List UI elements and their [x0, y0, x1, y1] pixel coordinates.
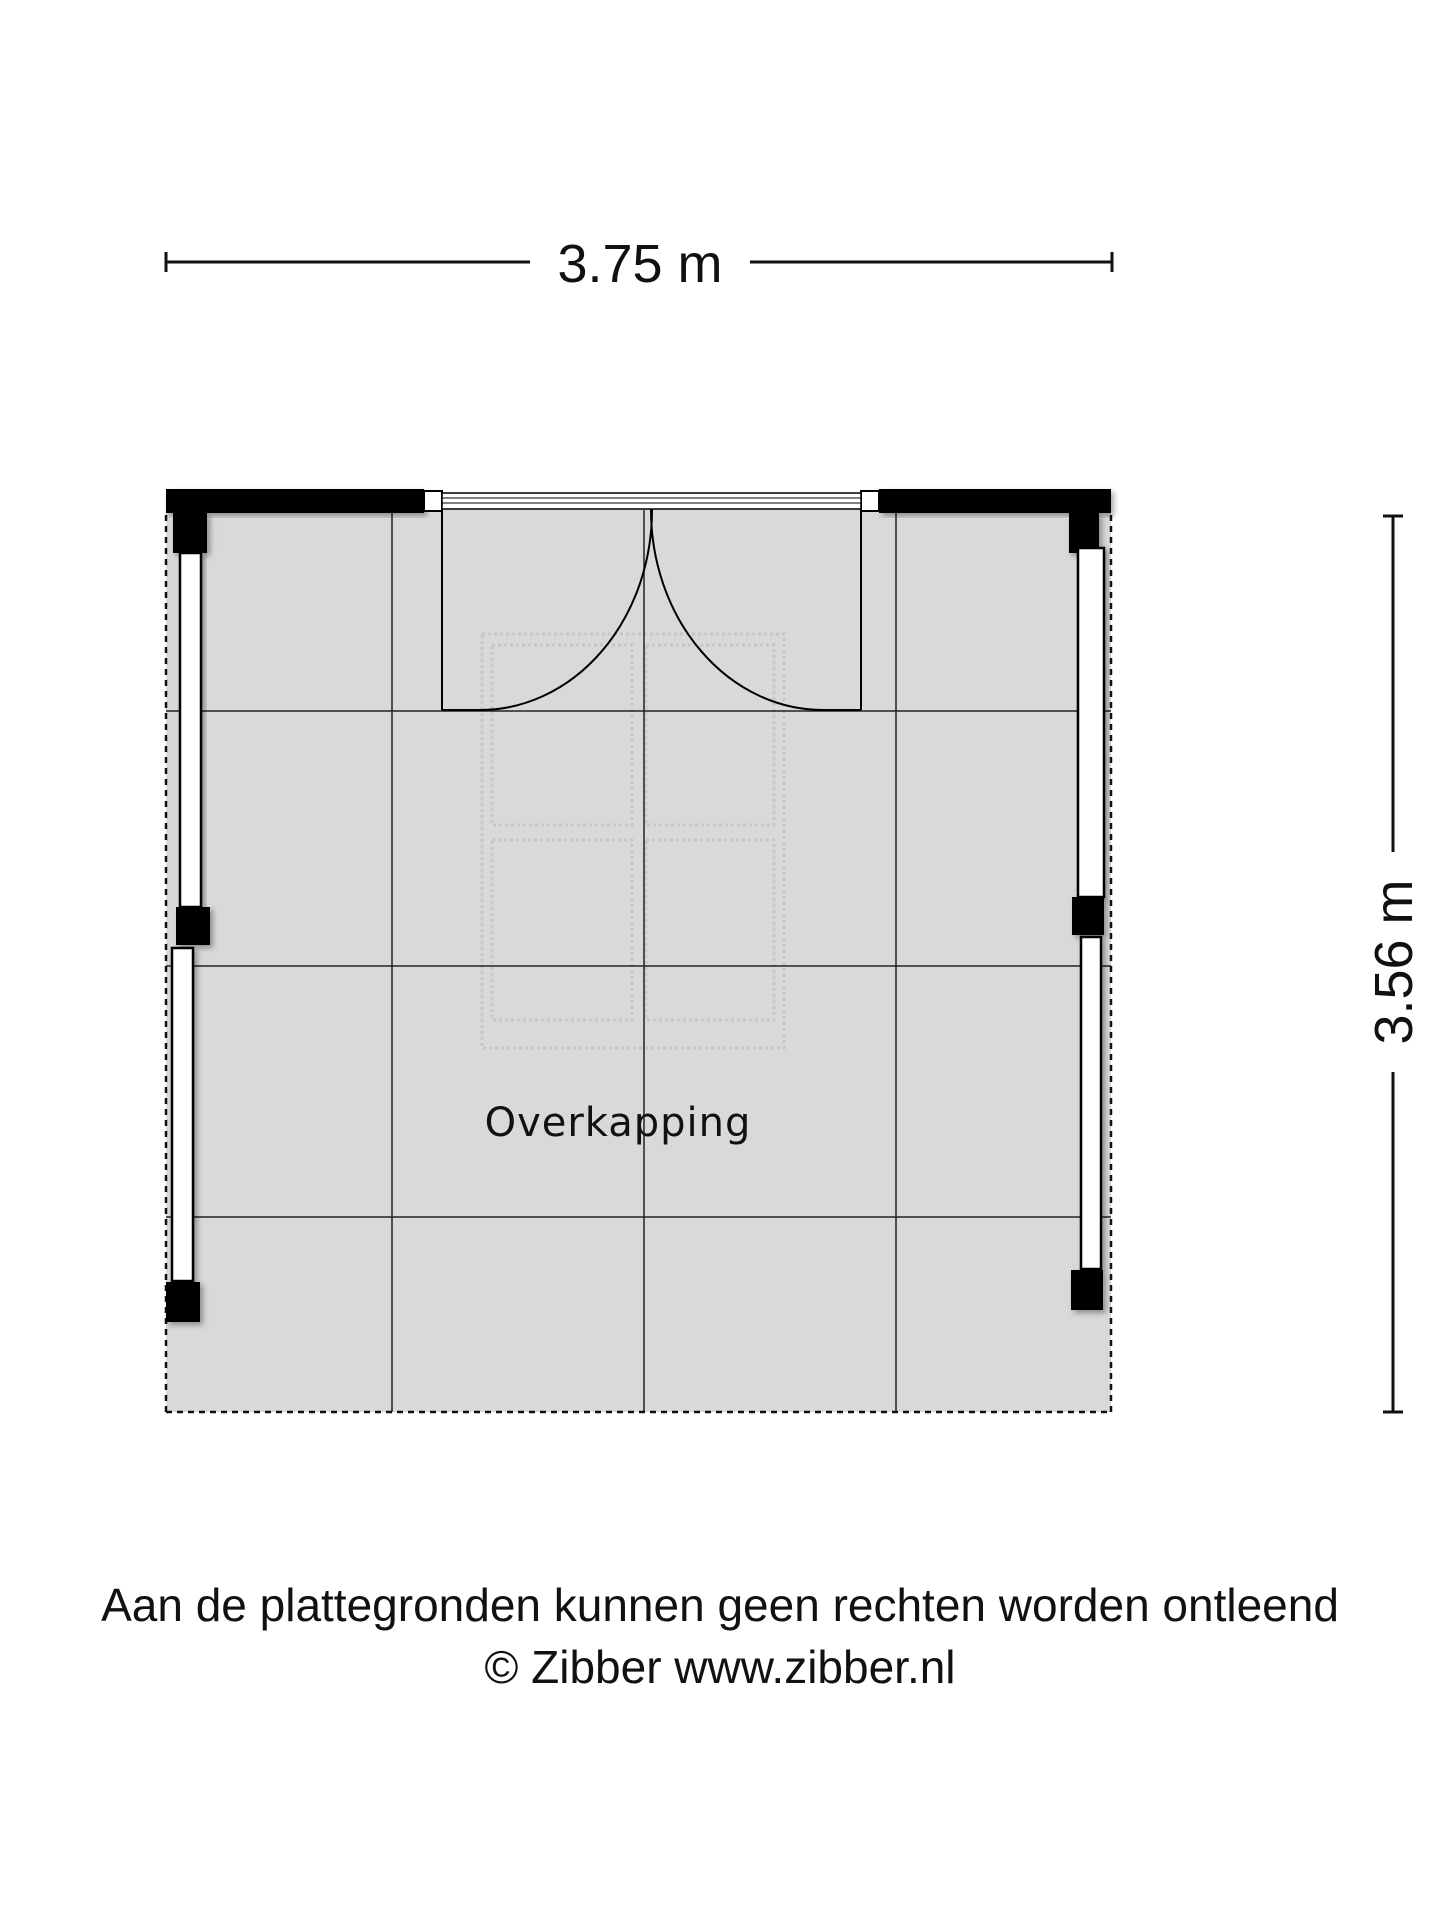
disclaimer-text: Aan de plattegronden kunnen geen rechten worden ontleend: [101, 1579, 1339, 1631]
door-frame: [424, 491, 879, 511]
floor-area: [166, 500, 1111, 1412]
height-label: 3.56 m: [1364, 879, 1424, 1045]
room-label: Overkapping: [484, 1100, 752, 1146]
width-label: 3.75 m: [557, 234, 723, 294]
copyright-text: © Zibber www.zibber.nl: [484, 1641, 956, 1693]
